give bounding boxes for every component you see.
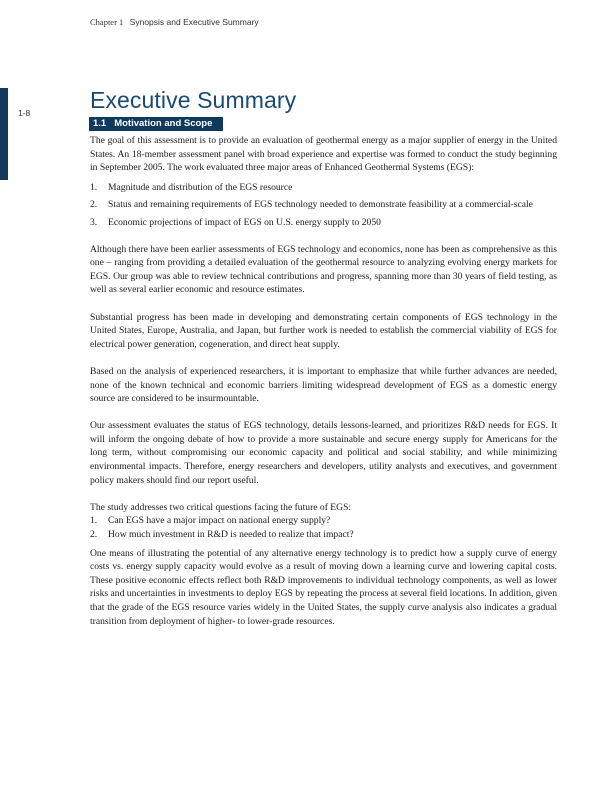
- list-item-number: 2.: [90, 199, 98, 211]
- section-title: Motivation and Scope: [114, 118, 213, 129]
- chapter-title: Synopsis and Executive Summary: [129, 17, 259, 27]
- running-header: [90, 17, 259, 27]
- paragraph: The study addresses two critical questions facing the future of EGS:: [90, 501, 352, 513]
- section-heading: [89, 117, 223, 131]
- paragraph: One means of illustrating the potential of any alternative energy technology is to predict how a supply curve of energy costs vs. energy supply capacity would evolve as a result of moving down a learning curve and lowering capital costs. These positive economic effects reflect both R&D improvements to individual technology components, as well as lower risks and uncertainties in investments to deploy EGS by repeating the process at several field locations. In addition, given that the grade of the EGS resource varies widely in the United States, the supply curve analysis also indicates a gradual transition from deployment of higher- to lower-grade resources.: [90, 547, 557, 627]
- list-item: [90, 528, 557, 542]
- list-item-text: How much investment in R&D is needed to realize that impact?: [108, 529, 354, 541]
- page-title: Executive Summary: [90, 87, 297, 113]
- areas-list: [90, 181, 557, 230]
- paragraph: Although there have been earlier assessments of EGS technology and economics, none has been as comprehensive as this one – ranging from providing a detailed evaluation of the geothermal resource to analyzing evolving energy markets for EGS. Our group was able to review technical contributions and progress, spanning more than 30 years of field testing, as well as several earlier economic and resource estimates.: [90, 243, 557, 296]
- questions-list: [90, 514, 557, 541]
- list-item-text: Status and remaining requirements of EGS technology needed to demonstrate feasibility at a commercial-scale: [108, 199, 533, 211]
- list-item: [90, 181, 557, 195]
- intro-paragraph: The goal of this assessment is to provide an evaluation of geothermal energy as a major supplier of energy in the United States. An 18-member assessment panel with broad experience and expertise was formed to conduct the study beginning in September 2005. The work evaluated three major areas of Enhanced Geothermal Systems (EGS):: [90, 135, 557, 174]
- list-item-number: 3.: [90, 216, 98, 228]
- list-item: [90, 514, 557, 528]
- body-text: [90, 134, 557, 628]
- list-item: [90, 198, 557, 212]
- list-item-text: Magnitude and distribution of the EGS resource: [108, 181, 293, 193]
- chapter-label: Chapter 1: [90, 17, 124, 27]
- list-item-number: 1.: [90, 181, 98, 193]
- paragraph: Substantial progress has been made in developing and demonstrating certain components of EGS technology in the United States, Europe, Australia, and Japan, but further work is needed to establish the commercial viability of EGS for electrical power generation, cogeneration, and direct heat supply.: [90, 311, 557, 350]
- side-accent-bar: [0, 88, 8, 180]
- paragraph: Based on the analysis of experienced researchers, it is important to emphasize that while further advances are needed, none of the known technical and economic barriers limiting widespread development of EGS as a domestic energy source are considered to be insurmountable.: [90, 365, 557, 405]
- list-item-text: Economic projections of impact of EGS on U.S. energy supply to 2050: [108, 216, 381, 228]
- list-item-text: Can EGS have a major impact on national energy supply?: [108, 515, 331, 527]
- section-number: 1.1: [93, 118, 107, 129]
- paragraph: Our assessment evaluates the status of EGS technology, details lessons-learned, and prioritizes R&D needs for EGS. It will inform the ongoing debate of how to provide a more sustainable and secure energy supply for Americans for the long term, without compromising our economic capacity and political and social stability, and while minimizing environmental impacts. Therefore, energy researchers and developers, utility analysts and executives, and government policy makers should find our report useful.: [90, 420, 557, 486]
- list-item-number: 2.: [90, 529, 98, 541]
- page-number: 1-8: [18, 108, 31, 118]
- list-item: [90, 216, 557, 230]
- list-item-number: 1.: [90, 515, 98, 527]
